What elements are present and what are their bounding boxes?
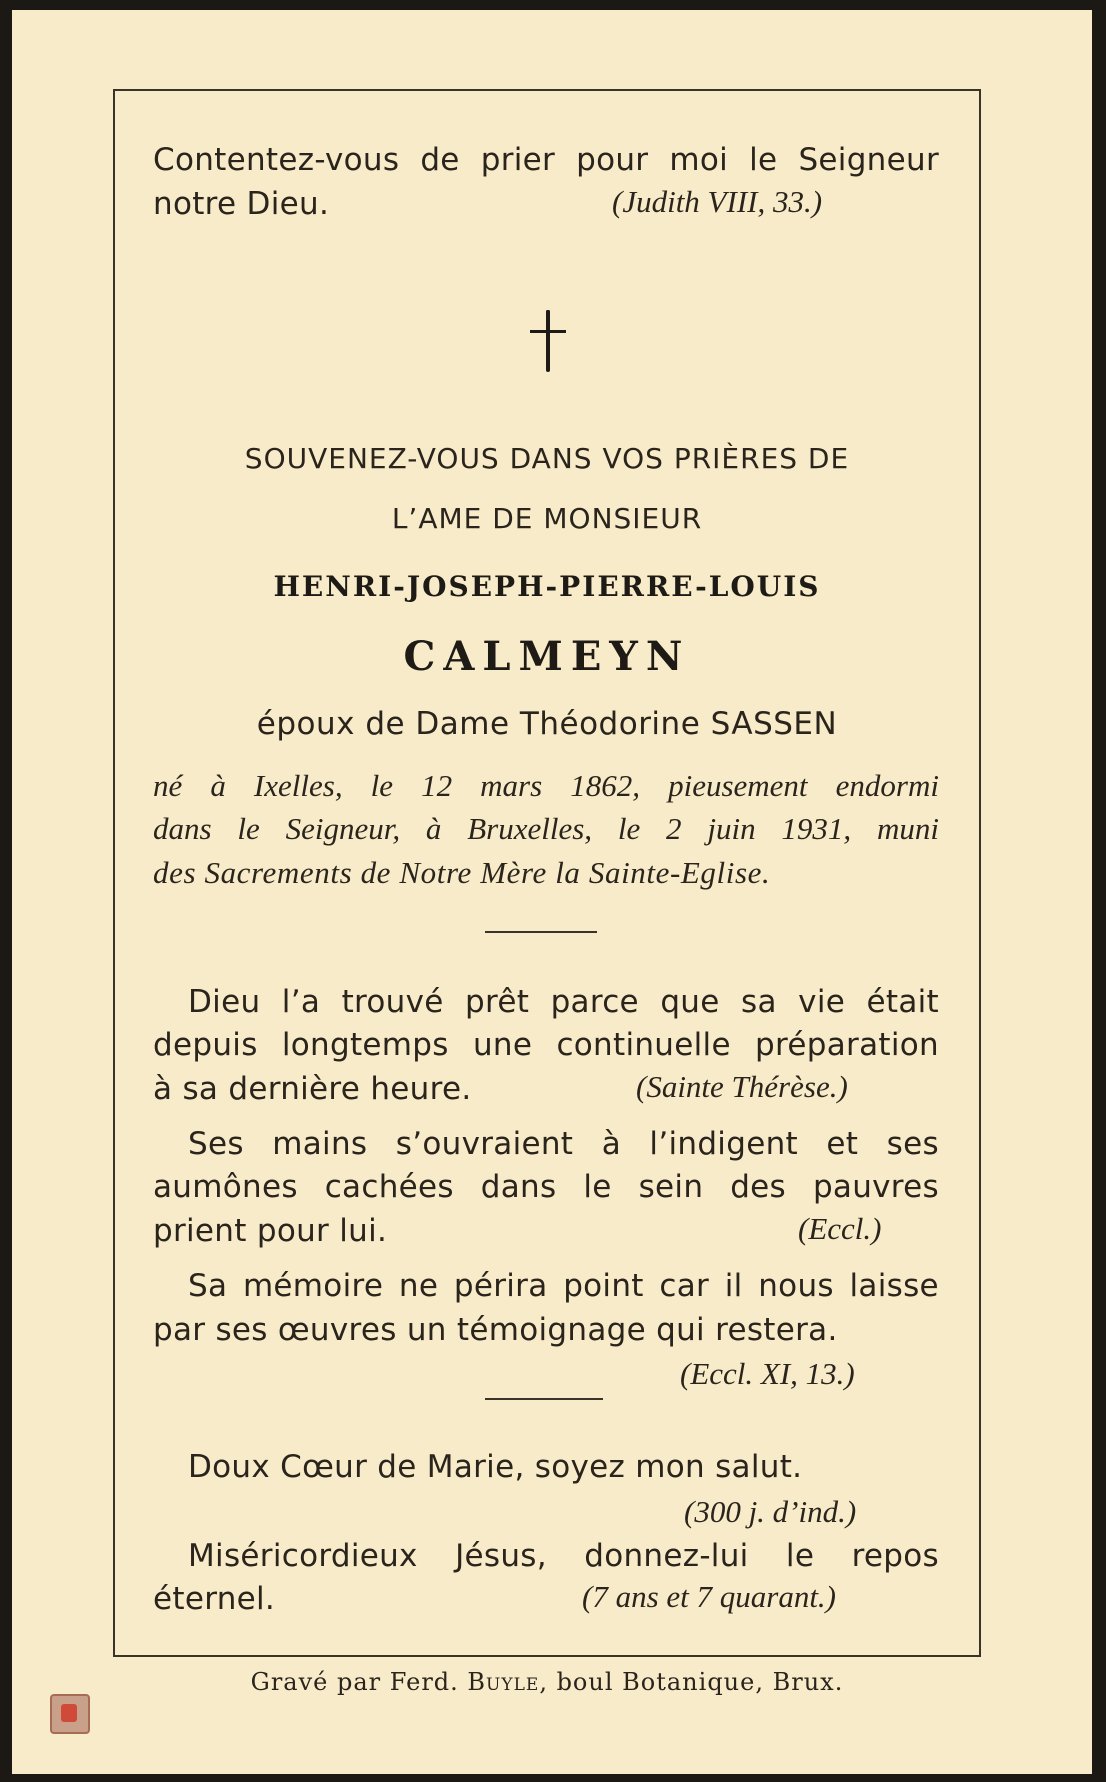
prayer-2-indulgence: (7 ans et 7 quarant.) [582, 1579, 837, 1614]
word: était [866, 984, 939, 1020]
word: et [826, 1126, 859, 1162]
word: endormi [835, 768, 939, 803]
word: laisse [849, 1268, 939, 1304]
word: mémoire [242, 1268, 384, 1304]
quote-2-line-3: prient pour lui. [153, 1213, 388, 1249]
quote-1-line-3: à sa dernière heure. [153, 1071, 472, 1107]
word: ses [886, 1126, 939, 1162]
word: à [601, 1126, 621, 1162]
word: continuelle [556, 1027, 731, 1063]
word: donnez-lui [584, 1538, 749, 1574]
word: pieusement [668, 768, 808, 803]
bio-line-3: des Sacrements de Notre Mère la Sainte-Eglise. [153, 855, 771, 890]
word: moi [669, 142, 729, 178]
word: le [370, 768, 394, 803]
epigraph-line-2: notre Dieu. [153, 186, 330, 222]
word: juin [707, 811, 756, 846]
word: Seigneur, [285, 811, 401, 846]
word: ne [398, 1268, 439, 1304]
latin-cross-icon [530, 310, 566, 372]
word: 1862, [570, 768, 641, 803]
word: Bruxelles, [467, 811, 593, 846]
word: Miséricordieux [188, 1538, 418, 1574]
word: périra [453, 1268, 548, 1304]
word: nous [758, 1268, 834, 1304]
word: prier [480, 142, 556, 178]
word: s’ouvraient [395, 1126, 574, 1162]
word: préparation [755, 1027, 939, 1063]
quote-3-reference: (Eccl. XI, 13.) [680, 1356, 855, 1391]
word: mars [480, 768, 543, 803]
word: parce [550, 984, 639, 1020]
word: prêt [465, 984, 530, 1020]
engraver-credit: Gravé par Ferd. Buyle, boul Botanique, Brux. [250, 1668, 844, 1696]
word: le [785, 1538, 815, 1574]
word: longtemps [281, 1027, 449, 1063]
quote-2-reference: (Eccl.) [798, 1211, 882, 1246]
word: depuis [153, 1027, 258, 1063]
remembrance-heading-line-2: L’AME DE MONSIEUR [391, 502, 703, 535]
word: point [563, 1268, 644, 1304]
bio-line-1 [153, 768, 939, 804]
word: le [749, 142, 778, 178]
word: des [730, 1169, 787, 1205]
word: aumônes [153, 1169, 298, 1205]
epigraph-line-1 [153, 142, 939, 178]
word: l’a [281, 984, 321, 1020]
word: pour [576, 142, 649, 178]
word: Dieu [188, 984, 261, 1020]
word: le [617, 811, 641, 846]
quote-3-line-2: par ses œuvres un témoignage qui restera. [153, 1312, 838, 1348]
word: trouvé [341, 984, 444, 1020]
word: Sa [188, 1268, 228, 1304]
divider-1 [485, 931, 597, 933]
word: Seigneur [798, 142, 939, 178]
quote-2-line-2 [153, 1169, 939, 1205]
prayer-2-line-2: éternel. [153, 1581, 276, 1617]
divider-2 [485, 1398, 603, 1400]
word: à [425, 811, 442, 846]
quote-3-line-1 [153, 1268, 939, 1304]
word: Contentez-vous [153, 142, 400, 178]
word: sein [638, 1169, 704, 1205]
word: dans [480, 1169, 557, 1205]
archive-stamp-icon [50, 1694, 90, 1734]
word: repos [851, 1538, 939, 1574]
quote-1-reference: (Sainte Thérèse.) [636, 1069, 848, 1104]
bio-line-2 [153, 811, 939, 847]
prayer-1: Doux Cœur de Marie, soyez mon salut. [188, 1449, 803, 1485]
word: 12 [421, 768, 453, 803]
word: le [237, 811, 260, 846]
word: car [659, 1268, 710, 1304]
quote-2-line-1 [153, 1126, 939, 1162]
word: le [583, 1169, 612, 1205]
prayer-2-line-1 [153, 1538, 939, 1574]
quote-1-line-1 [153, 984, 939, 1020]
word: Ses [188, 1126, 244, 1162]
word: 1931, [781, 811, 852, 846]
word: cachées [324, 1169, 454, 1205]
word: dans [153, 811, 212, 846]
word: que [660, 984, 720, 1020]
remembrance-heading-line-1: SOUVENEZ-VOUS DANS VOS PRIÈRES DE [244, 442, 850, 475]
word: 2 [666, 811, 682, 846]
word: pauvres [812, 1169, 939, 1205]
word: muni [876, 811, 939, 846]
deceased-given-names: HENRI-JOSEPH-PIERRE-LOUIS [273, 570, 821, 603]
word: vie [798, 984, 846, 1020]
quote-1-line-2 [153, 1027, 939, 1063]
word: sa [741, 984, 777, 1020]
deceased-surname: CALMEYN [403, 633, 691, 680]
epigraph-reference: (Judith VIII, 33.) [612, 184, 823, 219]
prayer-1-indulgence: (300 j. d’ind.) [684, 1494, 857, 1529]
word: Ixelles, [253, 768, 343, 803]
word: il [724, 1268, 743, 1304]
word: l’indigent [649, 1126, 798, 1162]
word: de [420, 142, 460, 178]
word: Jésus, [455, 1538, 547, 1574]
spouse-line: époux de Dame Théodorine SASSEN [256, 706, 838, 742]
word: à [210, 768, 226, 803]
word: né [153, 768, 183, 803]
word: mains [272, 1126, 368, 1162]
word: une [472, 1027, 533, 1063]
